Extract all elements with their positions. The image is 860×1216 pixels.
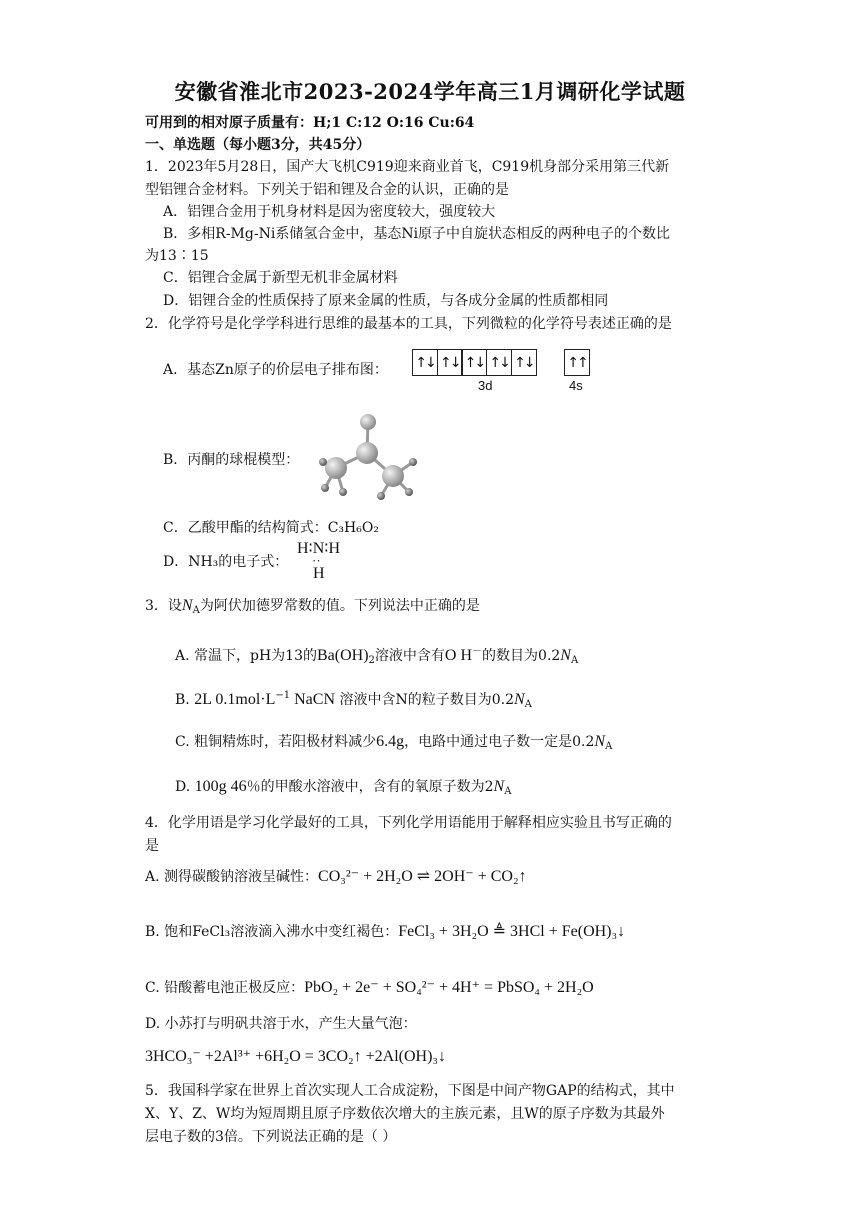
q3-b-pre: B. — [175, 692, 190, 708]
q4-b-text: B. 饱和FeCl₃溶液滴入沸水中变红褐色： — [145, 924, 399, 940]
q4-a-equation: CO₃²⁻ + 2H₂O ⇌ 2OH⁻ + CO₂↑ — [318, 868, 527, 885]
acetone-ball-stick-model — [305, 410, 425, 505]
q3-c-post: ，电路中通过电子数一定是0.2 — [404, 734, 595, 750]
page-title: 安徽省淮北市2023-2024学年高三1月调研化学试题 — [174, 79, 686, 104]
carbon-atom — [356, 442, 378, 464]
q2-option-a: A．基态Zn原子的价层电子排布图： — [163, 362, 388, 378]
q3-stem-pre: 3．设 — [145, 598, 182, 614]
q3-c-pre: C. 粗铜精炼时，若阳极材料减少 — [175, 734, 377, 750]
q3-a-post: 的数目为0.2 — [482, 648, 561, 664]
q1-stem-line2: 型铝锂合金材料。下列关于铝和锂及合金的认识，正确的是 — [145, 182, 509, 198]
orbital-label-4s: 4s — [569, 378, 583, 393]
orbital-4s-boxes — [564, 349, 589, 376]
q3-a-mid: 溶液中含有 — [374, 648, 445, 664]
q4-option-b — [145, 922, 625, 942]
q4-b-equation: FeCl₃ + 3H₂O ≜ 3HCl + Fe(OH)₃↓ — [398, 923, 626, 940]
q3-option-d: D. 100g 46％的甲酸水溶液中，含有的氧原子数为$2N_A$ — [175, 778, 512, 797]
q1-option-b-line2: 为13∶15 — [145, 248, 209, 264]
q1-option-b-line1: B．多相R-Mg-Ni系储氢合金中，基态Ni原子中自旋状态相反的两种电子的个数比 — [163, 226, 671, 242]
nh3-electron-formula — [297, 540, 340, 582]
orbital-label-3d: 3d — [478, 378, 493, 393]
q4-option-d-equation: 3HCO₃⁻ +2Al³⁺ +6H₂O = 3CO₂↑ +2Al(OH)₃↓ — [145, 1048, 446, 1065]
electron-formula-bottom: H — [313, 565, 325, 582]
orbital-box: ↑↑ — [564, 349, 590, 376]
q4-a-text: A. 测得碳酸钠溶液呈碱性： — [145, 869, 319, 885]
avogadro-sub: A — [192, 605, 200, 616]
q3-option-b: B. 2L $0.1mol\cdot L^{-1}$ NaCN 溶液中含N的粒子数目为$0.2N_A$ — [175, 690, 532, 710]
q3-stem-post: 为阿伏加德罗常数的值。下列说法中正确的是 — [199, 598, 480, 614]
q3-stem — [145, 596, 480, 621]
q3-b-unit: NaCN — [290, 691, 336, 708]
q4-stem-line2: 是 — [145, 838, 159, 854]
q5-line2: X、Y、Z、W均为短周期且原子序数依次增大的主族元素，且W的原子序数为其最外 — [145, 1106, 665, 1122]
orbital-box: ↑↓ — [437, 349, 463, 376]
orbital-3d-boxes — [412, 349, 536, 376]
q4-option-a — [145, 867, 527, 887]
q3-option-a: A. 常温下，pH为13的$Ba(OH)_2$溶液中含有O H－的数目为$0.2N_A$ — [175, 646, 579, 666]
oxygen-atom — [360, 414, 376, 430]
q1-option-d: D．铝锂合金的性质保持了原来金属的性质，与各成分金属的性质都相同 — [163, 293, 609, 309]
q3-d-pre: D. — [175, 779, 191, 795]
electron-formula-top: H∶N∶H — [297, 540, 340, 557]
q3-b-expr: 2L 0.1mol·L — [194, 691, 276, 708]
orbital-box: ↑↓ — [511, 349, 537, 376]
carbon-atom — [325, 457, 347, 479]
q3-a-ion: O H — [444, 647, 473, 664]
q3-a-pre: A. 常温下，pH为13的 — [175, 648, 317, 664]
q1-option-c: C．铝锂合金属于新型无机非金属材料 — [163, 270, 398, 286]
section-heading: 一、单选题（每小题3分，共45分） — [145, 137, 371, 153]
q3-b-post: 溶液中含N的粒子数目为0.2 — [339, 692, 514, 708]
q3-d-post: ％的甲酸水溶液中，含有的氧原子数为2 — [246, 779, 494, 795]
q4-c-equation: PbO₂ + 2e⁻ + SO₄²⁻ + 4H⁺ = PbSO₄ + 2H₂O — [304, 979, 594, 996]
q4-option-d: D. 小苏打与明矾共溶于水，产生大量气泡： — [145, 1016, 417, 1032]
atomic-mass-line: 可用到的相对原子质量有：H;1 C:12 O:16 Cu:64 — [145, 115, 475, 131]
avogadro-symbol: N — [181, 597, 193, 614]
q2-option-b: B．丙酮的球棍模型： — [163, 452, 300, 468]
q1-option-a: A．铝锂合金用于机身材料是因为密度较大，强度较大 — [163, 204, 496, 220]
orbital-box: ↑↓ — [461, 349, 487, 376]
q4-stem-line1: 4．化学用语是学习化学最好的工具，下列化学用语能用于解释相应实验且书写正确的 — [145, 815, 672, 831]
q4-option-c — [145, 978, 594, 998]
q2-option-d: D．NH₃的电子式： — [163, 554, 289, 570]
q3-c-mass: 6.4g — [376, 733, 405, 750]
q3-option-c: C. 粗铜精炼时，若阳极材料减少6.4g，电路中通过电子数一定是$0.2N_A$ — [175, 733, 613, 752]
q4-c-text: C. 铅酸蓄电池正极反应： — [145, 980, 305, 996]
q3-a-formula: Ba(OH) — [317, 647, 369, 664]
carbon-atom — [382, 465, 404, 487]
electron-formula-dots: ·· — [312, 553, 321, 568]
q2-option-c: C．乙酸甲酯的结构简式：C₃H₆O₂ — [163, 520, 379, 536]
q5-line3: 层电子数的3倍。下列说法正确的是（ ） — [145, 1129, 397, 1145]
q5-line1: 5．我国科学家在世界上首次实现人工合成淀粉，下图是中间产物GAP的结构式，其中 — [145, 1083, 675, 1099]
q1-stem-line1: 1．2023年5月28日，国产大飞机C919迎来商业首飞，C919机身部分采用第三代新 — [145, 159, 670, 175]
orbital-box: ↑↓ — [412, 349, 438, 376]
q3-d-mass: 100g 46 — [194, 778, 247, 795]
orbital-box: ↑↓ — [486, 349, 512, 376]
q2-stem: 2．化学符号是化学学科进行思维的最基本的工具，下列微粒的化学符号表述正确的是 — [145, 316, 672, 332]
